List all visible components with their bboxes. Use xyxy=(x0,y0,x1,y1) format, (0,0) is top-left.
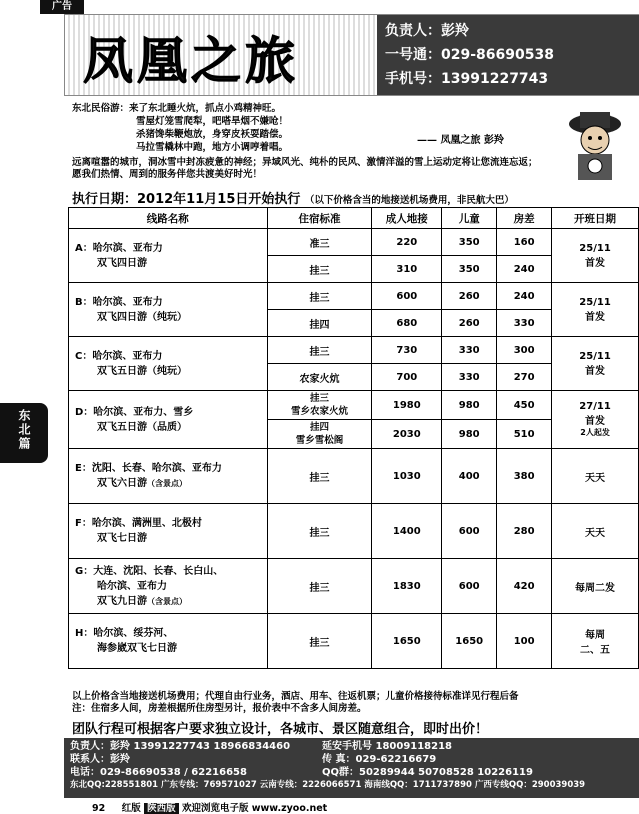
route-line: 双飞九日游（含景点） xyxy=(97,595,187,607)
footer-row xyxy=(70,753,633,766)
footer-item: 延安手机号 18009118218 xyxy=(322,741,453,752)
column-header: 线路名称 xyxy=(69,208,268,229)
route-line: 双飞五日游（品质） xyxy=(97,421,187,433)
mascot-illustration xyxy=(560,102,630,182)
start-date-line: 二、五 xyxy=(580,645,611,656)
accommodation-cell: 挂四 xyxy=(267,310,372,337)
header-banner xyxy=(64,14,639,96)
route-line: A：哈尔滨、亚布力 xyxy=(75,242,163,254)
footer-row xyxy=(70,766,633,779)
route-name xyxy=(69,283,268,337)
adult-price-cell: 1030 xyxy=(372,449,442,504)
room-diff-cell: 420 xyxy=(497,559,552,614)
mobile: 手机号：13991227743 xyxy=(385,71,549,87)
footer-item: 传 真：029-62216679 xyxy=(322,754,437,765)
intro-poem xyxy=(72,102,552,154)
accommodation-cell xyxy=(267,420,372,449)
route-line: H：哈尔滨、绥芬河、 xyxy=(75,628,174,639)
child-price-cell: 350 xyxy=(442,256,497,283)
route-line: 双飞六日游（含景点） xyxy=(97,478,187,489)
logo-area xyxy=(65,15,377,95)
room-diff-cell: 240 xyxy=(497,283,552,310)
edition-label: 红版 xyxy=(121,803,141,814)
route-line: B：哈尔滨、亚布力 xyxy=(75,296,163,308)
ad-tag: 广告 xyxy=(40,0,84,14)
room-diff-cell: 100 xyxy=(497,614,552,669)
accommodation-line: 雪乡雪松阁 xyxy=(295,435,344,446)
room-diff-cell: 240 xyxy=(497,256,552,283)
footer-item: QQ群：50289944 50708528 10226119 xyxy=(322,767,533,778)
adult-price-cell: 1400 xyxy=(372,504,442,559)
route-line: E：沈阳、长春、哈尔滨、亚布力 xyxy=(75,463,222,474)
footer-row xyxy=(70,740,633,753)
start-date-line: 首发 xyxy=(585,365,606,377)
adult-price-cell: 310 xyxy=(372,256,442,283)
route-line: G：大连、沈阳、长春、长白山、 xyxy=(75,565,224,577)
table-row xyxy=(69,283,639,310)
footer-contact xyxy=(64,738,639,798)
accommodation-cell: 挂三 xyxy=(267,559,372,614)
column-header: 住宿标准 xyxy=(267,208,372,229)
room-diff-cell: 380 xyxy=(497,449,552,504)
column-header: 房差 xyxy=(497,208,552,229)
start-date-line: 首发 xyxy=(585,311,606,323)
child-price-cell: 980 xyxy=(442,391,497,420)
page-footer xyxy=(92,800,327,814)
side-tab-northeast xyxy=(0,403,48,463)
accommodation-cell: 农家火炕 xyxy=(267,364,372,391)
column-header: 开班日期 xyxy=(552,208,639,229)
adult-price-cell: 680 xyxy=(372,310,442,337)
adult-price-cell: 2030 xyxy=(372,420,442,449)
brand-logo: 凤凰之旅 xyxy=(83,31,299,90)
child-price-cell: 330 xyxy=(442,337,497,364)
adult-price-cell: 600 xyxy=(372,283,442,310)
route-line: D：哈尔滨、亚布力、雪乡 xyxy=(75,406,194,418)
room-diff-cell: 270 xyxy=(497,364,552,391)
notes xyxy=(72,691,632,715)
accommodation-cell: 挂三 xyxy=(267,256,372,283)
hotline: 一号通：029-86690538 xyxy=(385,47,554,63)
route-line: C：哈尔滨、亚布力 xyxy=(75,350,163,362)
adult-price-cell: 1980 xyxy=(372,391,442,420)
footer-item: 东北QQ:228551801 广东专线：769571027 云南专线：2226066571 海南线QQ：1711737890 广西专线QQ：290039039 xyxy=(70,780,586,790)
table-row xyxy=(69,337,639,364)
start-date xyxy=(552,391,639,449)
table-header-row xyxy=(69,208,639,229)
intro-line: 马拉雪橇林中跑，地方小调哼着唱。 xyxy=(136,142,289,153)
start-date-line: 25/11 xyxy=(579,296,611,308)
start-date xyxy=(552,614,639,669)
adult-price-cell: 1650 xyxy=(372,614,442,669)
route-line: 哈尔滨、亚布力 xyxy=(97,580,167,592)
child-price-cell: 330 xyxy=(442,364,497,391)
room-diff-cell: 450 xyxy=(497,391,552,420)
room-diff-cell: 160 xyxy=(497,229,552,256)
route-name xyxy=(69,391,268,449)
room-diff-cell: 510 xyxy=(497,420,552,449)
child-price-cell: 600 xyxy=(442,504,497,559)
start-date-line: 每周二发 xyxy=(575,582,616,594)
accommodation-line: 雪乡农家火炕 xyxy=(290,406,348,417)
start-date xyxy=(552,283,639,337)
table-row xyxy=(69,449,639,504)
accommodation-cell xyxy=(267,391,372,420)
room-diff-cell: 280 xyxy=(497,504,552,559)
route-name xyxy=(69,559,268,614)
column-header: 成人地接 xyxy=(372,208,442,229)
contact-person: 负责人：彭羚 xyxy=(385,23,469,39)
execution-date-title: 执行日期：2012年11月15日开始执行 xyxy=(72,192,301,207)
note-line: 注：住宿多人间，房差根据所住房型另计，报价表中不含多人间房差。 xyxy=(72,703,367,714)
accommodation-cell: 挂三 xyxy=(267,283,372,310)
accommodation-cell: 挂三 xyxy=(267,504,372,559)
accommodation-line: 挂三 xyxy=(309,393,329,404)
child-price-cell: 980 xyxy=(442,420,497,449)
accommodation-cell: 挂三 xyxy=(267,449,372,504)
start-date-line: 天天 xyxy=(585,472,606,484)
child-price-cell: 350 xyxy=(442,229,497,256)
route-note: （含景点） xyxy=(147,479,187,488)
adult-price-cell: 730 xyxy=(372,337,442,364)
adult-price-cell: 220 xyxy=(372,229,442,256)
start-date-line: 2人起发 xyxy=(580,428,610,437)
route-line: 双飞五日游（纯玩） xyxy=(97,365,187,377)
start-date xyxy=(552,337,639,391)
accommodation-cell: 准三 xyxy=(267,229,372,256)
price-table xyxy=(68,207,639,669)
footer-row xyxy=(70,779,633,792)
table-row xyxy=(69,391,639,420)
start-date xyxy=(552,449,639,504)
column-header: 儿童 xyxy=(442,208,497,229)
execution-date-note: （以下价格含当的地接送机场费用，非民航大巴） xyxy=(304,195,514,206)
route-note: （含景点） xyxy=(147,596,187,606)
child-price-cell: 400 xyxy=(442,449,497,504)
start-date-line: 每周 xyxy=(585,630,606,641)
accommodation-cell: 挂三 xyxy=(267,337,372,364)
child-price-cell: 260 xyxy=(442,283,497,310)
footer-item: 联系人：彭羚 xyxy=(70,754,130,765)
intro-line: 东北民俗游：来了东北睡火炕，抓点小鸡精神旺。 xyxy=(72,103,282,114)
intro-description xyxy=(72,157,582,181)
adult-price-cell: 1830 xyxy=(372,559,442,614)
table-row xyxy=(69,229,639,256)
route-line: 双飞四日游 xyxy=(97,257,147,269)
intro-line: 雪屋灯笼雪爬犁，吧嗒旱烟不嫌呛！ xyxy=(136,116,289,127)
table-row xyxy=(69,504,639,559)
child-price-cell: 260 xyxy=(442,310,497,337)
adult-price-cell: 700 xyxy=(372,364,442,391)
start-date xyxy=(552,504,639,559)
route-name xyxy=(69,229,268,283)
child-price-cell: 600 xyxy=(442,559,497,614)
intro-line: 杀猪馋柴鞭炮放，身穿皮袄耍踏偿。 xyxy=(136,129,289,140)
start-date-line: 25/11 xyxy=(579,350,611,362)
start-date xyxy=(552,559,639,614)
footer-item: 电话：029-86690538 / 62216658 xyxy=(70,767,247,778)
start-date-line: 天天 xyxy=(585,527,606,539)
start-date xyxy=(552,229,639,283)
route-name xyxy=(69,504,268,559)
side-tab-label: 东北篇 xyxy=(17,409,31,451)
header-contact-box xyxy=(377,15,639,95)
room-diff-cell: 330 xyxy=(497,310,552,337)
execution-date xyxy=(72,188,514,207)
footer-item: 负责人：彭羚 13991227743 18966834460 xyxy=(70,741,291,752)
team-note: 团队行程可根据客户要求独立设计，各城市、景区随意组合，即时出价！ xyxy=(72,722,489,737)
accommodation-cell: 挂三 xyxy=(267,614,372,669)
note-line: 以上价格含当地接送机场费用；代理自由行业务，酒店、用车、往返机票；儿童价格接待标准详见行程后备 xyxy=(72,691,519,702)
table-row xyxy=(69,614,639,669)
child-price-cell: 1650 xyxy=(442,614,497,669)
intro-line: 远离喧嚣的城市，洞冰雪中封冻疲惫的神经；异域风光、纯朴的民风、激情洋溢的雪上运动定将让您流连忘返； xyxy=(72,157,538,168)
table-row xyxy=(69,559,639,614)
route-line: 双飞七日游 xyxy=(97,533,147,544)
route-line: 海参崴双飞七日游 xyxy=(97,643,177,654)
accommodation-line: 挂四 xyxy=(309,422,329,433)
start-date-line: 首发 xyxy=(585,257,606,269)
route-line: F：哈尔滨、满洲里、北极村 xyxy=(75,518,202,529)
route-line: 双飞四日游（纯玩） xyxy=(97,311,187,323)
start-date-line: 27/11 xyxy=(579,401,611,412)
intro-signature: —— 凤凰之旅 彭羚 xyxy=(417,135,504,146)
intro-line: 愿我们热情、周到的服务伴您共渡美好时光！ xyxy=(72,169,263,180)
route-name xyxy=(69,614,268,669)
website-text: 欢迎浏览电子版 www.zyoo.net xyxy=(181,803,328,814)
edition-badge: 陕西版 xyxy=(144,803,179,814)
page-number: 92 xyxy=(92,803,106,814)
route-name xyxy=(69,337,268,391)
start-date-line: 首发 xyxy=(585,416,606,427)
route-name xyxy=(69,449,268,504)
start-date-line: 25/11 xyxy=(579,242,611,254)
room-diff-cell: 300 xyxy=(497,337,552,364)
